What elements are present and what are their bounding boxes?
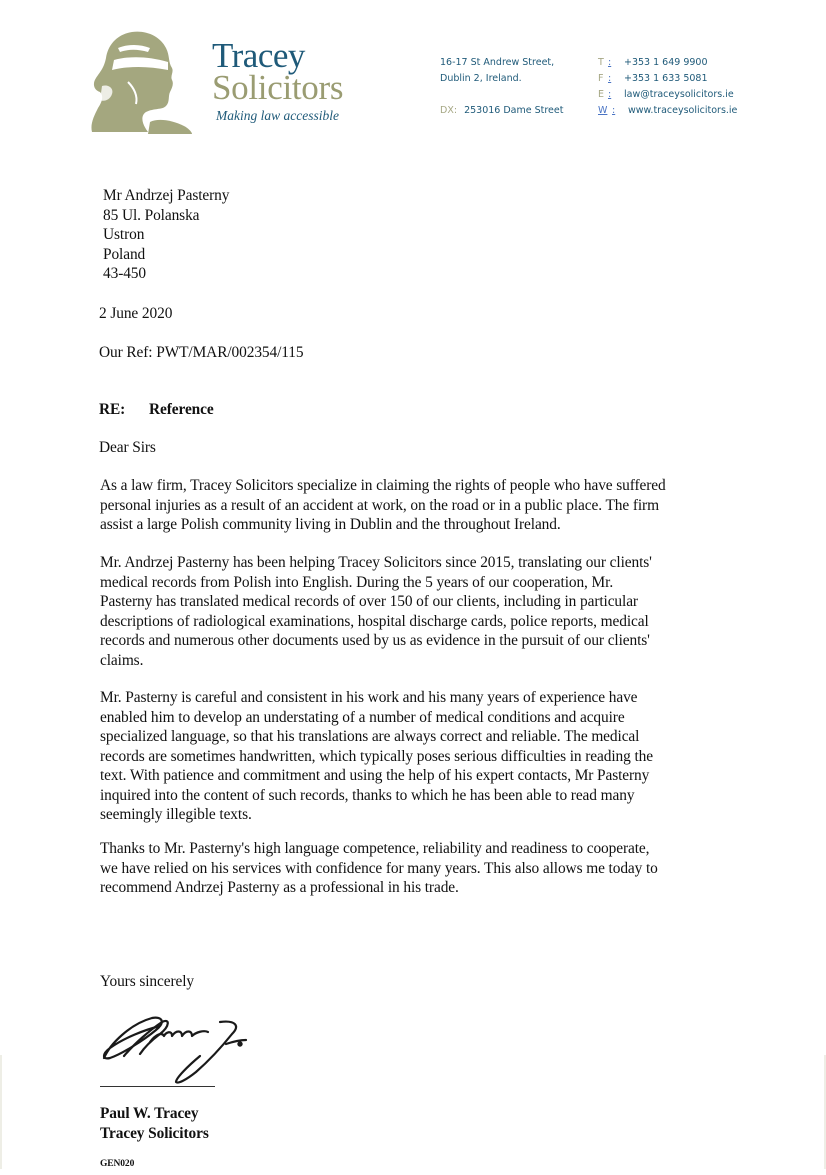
paragraph-line: claims. [100, 651, 144, 669]
paragraph-line: As a law firm, Tracey Solicitors specialize in claiming the rights of people who have suffered [100, 477, 666, 494]
paragraph-line: we have relied on his services with confidence for many years. This also allows me today to [100, 859, 658, 877]
dx-value: 253016 Dame Street [464, 105, 564, 116]
paragraph-line: personal injuries as a result of an accident at work, on the road or in a public place. The firm [100, 496, 659, 514]
salutation: Dear Sirs [99, 439, 156, 456]
email-link[interactable]: law@traceysolicitors.ie [624, 89, 734, 100]
paragraph-line: records and numerous other documents used by us as evidence in the pursuit of our clients' [100, 632, 650, 649]
email-label: E [598, 89, 605, 100]
contact-phone [598, 55, 737, 71]
contact-website [598, 103, 737, 119]
handwritten-signature-icon [100, 1008, 260, 1088]
email-separator: : [608, 89, 612, 100]
paragraph-line: specialized language, so that his translations are always correct and reliable. The medical [100, 728, 640, 745]
firm-name-line2: Solicitors [212, 68, 344, 107]
paragraph-line: medical records from Polish into English. During the 5 years of our cooperation, Mr. [100, 573, 614, 591]
firm-address [440, 55, 563, 119]
body-paragraph-3 [100, 688, 740, 825]
letter-date: 2 June 2020 [99, 305, 173, 322]
recipient-street: 85 Ul. Polanska [103, 206, 200, 224]
fax-separator: : [608, 73, 612, 84]
website-separator: : [612, 105, 616, 116]
address-dx [440, 103, 563, 119]
paragraph-line: records are sometimes handwritten, which typically poses serious difficulties in reading the [100, 747, 653, 765]
phone-value: +353 1 649 9900 [624, 57, 708, 68]
paragraph-line: Mr. Pasterny is careful and consistent in his work and his many years of experience have [100, 689, 638, 706]
signer-name: Paul W. Tracey [100, 1105, 199, 1122]
paragraph-line: enabled him to develop an understating of a number of medical conditions and acquire [100, 708, 625, 726]
recipient-country: Poland [103, 245, 146, 263]
paragraph-line: recommend Andrzej Pasterny as a professional in his trade. [100, 879, 459, 896]
firm-name [212, 38, 343, 105]
closing: Yours sincerely [100, 973, 194, 990]
website-label[interactable]: W [598, 105, 608, 116]
fax-value: +353 1 633 5081 [624, 73, 708, 84]
paragraph-line: text. With patience and commitment and using the help of his expert contacts, Mr Pasterny [100, 767, 650, 784]
subject-line [99, 400, 214, 420]
recipient-name: Mr Andrzej Pasterny [103, 187, 230, 204]
website-link[interactable]: www.traceysolicitors.ie [628, 105, 738, 116]
recipient-city: Ustron [103, 226, 145, 243]
subject-label: RE: [99, 401, 126, 418]
signature-line [100, 1086, 215, 1087]
address-line-1: 16-17 St Andrew Street, [440, 57, 555, 68]
paragraph-line: Thanks to Mr. Pasterny's high language competence, reliability and readiness to cooperate, [100, 840, 650, 857]
firm-name-line1: Tracey [212, 36, 305, 75]
paragraph-line: seemingly illegible texts. [100, 806, 252, 823]
firm-tagline: Making law accessible [216, 108, 339, 123]
fax-label: F [598, 73, 604, 84]
paragraph-line: assist a large Polish community living in Dublin and the throughout Ireland. [100, 516, 561, 533]
paragraph-line: Mr. Andrzej Pasterny has been helping Tracey Solicitors since 2015, translating our clients' [100, 554, 652, 571]
phone-separator: : [608, 57, 612, 68]
recipient-address [103, 186, 229, 284]
paragraph-line: inquired into the content of such records, thanks to which he has been able to read many [100, 786, 635, 804]
paragraph-line: Pasterny has translated medical records of over 150 of our clients, including in particular [100, 593, 638, 610]
firm-contacts [598, 55, 737, 119]
page-edge-left [0, 1055, 2, 1169]
blindfolded-justice-icon [88, 26, 200, 136]
body-paragraph-2 [100, 553, 740, 670]
body-paragraph-1 [100, 476, 740, 535]
body-paragraph-4 [100, 839, 740, 898]
contact-email [598, 87, 737, 103]
signer-block [100, 1104, 209, 1144]
recipient-postcode: 43-450 [103, 265, 147, 282]
firm-logo [88, 26, 358, 136]
paragraph-line: descriptions of radiological examinations, hospital discharge cards, police reports, medical [100, 612, 649, 630]
contact-fax [598, 71, 737, 87]
phone-label: T [598, 57, 604, 68]
subject-value: Reference [149, 401, 214, 418]
our-reference: Our Ref: PWT/MAR/002354/115 [99, 344, 304, 361]
dx-label: DX: [440, 105, 458, 116]
address-line-2: Dublin 2, Ireland. [440, 73, 522, 84]
signer-firm: Tracey Solicitors [100, 1125, 209, 1142]
document-code: GEN020 [100, 1159, 135, 1169]
